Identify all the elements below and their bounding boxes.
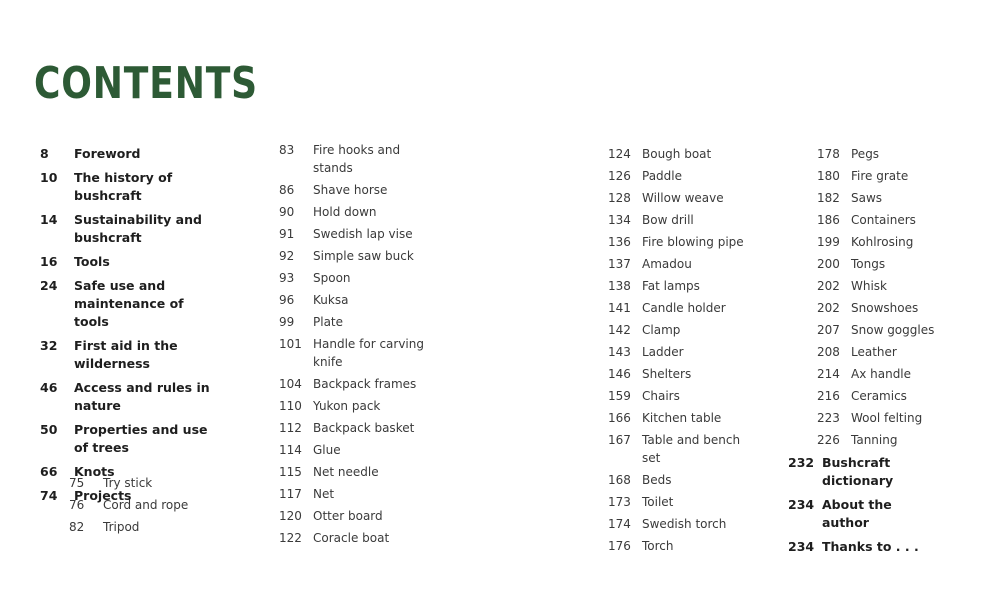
- toc-page-number: 128: [608, 191, 631, 205]
- toc-page-number: 234: [788, 497, 815, 512]
- toc-entry: [279, 181, 433, 199]
- toc-entry-title: Safe use and maintenance of tools: [74, 278, 184, 329]
- toc-entry: [608, 365, 762, 383]
- toc-entry-title: Leather: [851, 345, 897, 359]
- toc-entry: [817, 365, 971, 383]
- toc-entry-title: Torch: [642, 539, 674, 553]
- toc-entry-title: Saws: [851, 191, 883, 205]
- toc-page-number: 82: [69, 520, 85, 534]
- toc-page-number: 182: [817, 191, 840, 205]
- toc-entry: [608, 277, 762, 295]
- toc-page-number: 46: [40, 380, 58, 395]
- toc-entry: [279, 203, 433, 221]
- toc-entry-title: Cord and rope: [103, 498, 189, 512]
- toc-page-number: 142: [608, 323, 631, 337]
- toc-entry: [788, 454, 942, 490]
- toc-page-number: 207: [817, 323, 840, 337]
- toc-entry: [279, 441, 433, 459]
- toc-entry-title: Fat lamps: [642, 279, 700, 293]
- toc-entry-title: Plate: [313, 315, 344, 329]
- toc-page-number: 208: [817, 345, 840, 359]
- toc-entry: [279, 463, 433, 481]
- toc-page-number: 134: [608, 213, 631, 227]
- toc-entry-title: Hold down: [313, 205, 377, 219]
- toc-column-4-main: [788, 454, 942, 562]
- toc-entry-title: Tools: [74, 254, 110, 269]
- toc-page-number: 76: [69, 498, 85, 512]
- toc-entry: [608, 189, 762, 207]
- toc-entry-title: Amadou: [642, 257, 692, 271]
- toc-page-number: 167: [608, 433, 631, 447]
- toc-entry-title: Fire grate: [851, 169, 909, 183]
- toc-page-number: 141: [608, 301, 631, 315]
- toc-entry: [279, 335, 433, 371]
- toc-entry-title: Otter board: [313, 509, 383, 523]
- toc-page-number: 137: [608, 257, 631, 271]
- toc-page-number: 83: [279, 143, 295, 157]
- toc-page-number: 120: [279, 509, 302, 523]
- toc-page-number: 176: [608, 539, 631, 553]
- toc-entry-title: Snow goggles: [851, 323, 935, 337]
- toc-entry: [279, 529, 433, 547]
- toc-entry-title: Backpack basket: [313, 421, 415, 435]
- toc-entry-title: Tripod: [103, 520, 140, 534]
- toc-entry: [817, 343, 971, 361]
- toc-entry: [608, 233, 762, 251]
- toc-entry: [817, 189, 971, 207]
- toc-entry: [279, 397, 433, 415]
- toc-entry: [279, 269, 433, 287]
- toc-entry-title: Kohlrosing: [851, 235, 914, 249]
- toc-column-4: [817, 145, 971, 453]
- toc-entry: [279, 141, 433, 177]
- toc-entry-title: Toilet: [642, 495, 674, 509]
- toc-page-number: 126: [608, 169, 631, 183]
- toc-entry-title: Wool felting: [851, 411, 923, 425]
- toc-page-number: 180: [817, 169, 840, 183]
- toc-entry: [608, 471, 762, 489]
- toc-page-number: 112: [279, 421, 302, 435]
- toc-entry: [817, 255, 971, 273]
- toc-entry-title: Table and bench set: [642, 433, 741, 465]
- toc-entry: [817, 233, 971, 251]
- toc-entry: [817, 321, 971, 339]
- toc-entry: [608, 387, 762, 405]
- toc-page-number: 124: [608, 147, 631, 161]
- toc-entry: [817, 431, 971, 449]
- toc-page-number: 202: [817, 301, 840, 315]
- toc-entry-title: Net: [313, 487, 335, 501]
- toc-page-number: 74: [40, 488, 58, 503]
- toc-entry-title: Candle holder: [642, 301, 726, 315]
- toc-entry: [608, 255, 762, 273]
- toc-page-number: 174: [608, 517, 631, 531]
- toc-page-number: 232: [788, 455, 815, 470]
- toc-entry-title: About the author: [822, 497, 892, 530]
- toc-page-number: 122: [279, 531, 302, 545]
- toc-page-number: 75: [69, 476, 85, 490]
- toc-entry-title: Properties and use of trees: [74, 422, 208, 455]
- toc-entry-title: Bough boat: [642, 147, 712, 161]
- toc-entry: [40, 145, 214, 163]
- toc-page-number: 96: [279, 293, 295, 307]
- toc-entry-title: Chairs: [642, 389, 680, 403]
- toc-entry-title: Coracle boat: [313, 531, 390, 545]
- toc-entry-title: Access and rules in nature: [74, 380, 210, 413]
- toc-entry: [40, 211, 214, 247]
- toc-entry: [608, 343, 762, 361]
- toc-entry: [608, 145, 762, 163]
- toc-entry: [817, 145, 971, 163]
- toc-page-number: 173: [608, 495, 631, 509]
- toc-page-number: 216: [817, 389, 840, 403]
- toc-entry: [279, 485, 433, 503]
- toc-column-2: [279, 141, 433, 551]
- toc-page-number: 92: [279, 249, 295, 263]
- toc-page-number: 146: [608, 367, 631, 381]
- toc-page-number: 226: [817, 433, 840, 447]
- toc-entry-title: Willow weave: [642, 191, 724, 205]
- toc-entry-title: Containers: [851, 213, 916, 227]
- toc-entry: [788, 496, 942, 532]
- toc-entry-title: Bow drill: [642, 213, 694, 227]
- toc-entry: [608, 211, 762, 229]
- toc-entry: [608, 299, 762, 317]
- toc-entry-title: Spoon: [313, 271, 351, 285]
- toc-entry: [608, 409, 762, 427]
- toc-page-number: 110: [279, 399, 302, 413]
- toc-entry: [279, 225, 433, 243]
- toc-page-number: 91: [279, 227, 295, 241]
- toc-entry-title: Kuksa: [313, 293, 349, 307]
- toc-column-3: [608, 145, 762, 559]
- toc-entry-title: Handle for carving knife: [313, 337, 424, 369]
- toc-entry-title: Paddle: [642, 169, 683, 183]
- toc-entry: [608, 493, 762, 511]
- toc-entry: [817, 299, 971, 317]
- toc-entry: [40, 474, 188, 492]
- toc-entry: [817, 277, 971, 295]
- toc-page-number: 93: [279, 271, 295, 285]
- toc-entry-title: Whisk: [851, 279, 888, 293]
- toc-entry-title: Projects: [74, 488, 132, 503]
- toc-entry-title: Tongs: [851, 257, 886, 271]
- toc-entry-title: Glue: [313, 443, 341, 457]
- toc-entry: [608, 537, 762, 555]
- toc-entry-title: Ceramics: [851, 389, 907, 403]
- toc-entry: [40, 496, 188, 514]
- toc-entry-title: First aid in the wilderness: [74, 338, 178, 371]
- toc-entry: [817, 167, 971, 185]
- toc-page-number: 143: [608, 345, 631, 359]
- toc-page-number: 117: [279, 487, 302, 501]
- toc-entry-title: Foreword: [74, 146, 141, 161]
- toc-page-number: 234: [788, 539, 815, 554]
- toc-page-number: 202: [817, 279, 840, 293]
- toc-column-1: [40, 145, 214, 511]
- toc-entry: [817, 409, 971, 427]
- toc-page-number: 16: [40, 254, 58, 269]
- toc-entry-title: Swedish lap vise: [313, 227, 413, 241]
- toc-entry-title: Knots: [74, 464, 115, 479]
- toc-entry-title: Shave horse: [313, 183, 388, 197]
- toc-page-number: 200: [817, 257, 840, 271]
- toc-entry-title: Thanks to . . .: [822, 539, 919, 554]
- toc-page-number: 10: [40, 170, 58, 185]
- toc-entry: [40, 277, 214, 331]
- toc-page-number: 86: [279, 183, 295, 197]
- toc-page-number: 101: [279, 337, 302, 351]
- toc-entry-title: Backpack frames: [313, 377, 417, 391]
- toc-entry: [788, 538, 942, 556]
- toc-entry-title: Swedish torch: [642, 517, 727, 531]
- toc-entry-title: Pegs: [851, 147, 880, 161]
- toc-entry-title: The history of bushcraft: [74, 170, 173, 203]
- toc-entry: [40, 379, 214, 415]
- toc-entry-title: Ladder: [642, 345, 684, 359]
- toc-page-number: 115: [279, 465, 302, 479]
- toc-entry: [608, 167, 762, 185]
- page-title: CONTENTS: [34, 58, 258, 109]
- toc-page-number: 168: [608, 473, 631, 487]
- toc-entry: [40, 169, 214, 205]
- toc-entry: [40, 421, 214, 457]
- toc-page-number: 159: [608, 389, 631, 403]
- toc-entry: [817, 211, 971, 229]
- toc-page-number: 178: [817, 147, 840, 161]
- toc-entry: [608, 431, 762, 467]
- toc-entry-title: Bushcraft dictionary: [822, 455, 894, 488]
- toc-entry-title: Kitchen table: [642, 411, 722, 425]
- toc-page-number: 166: [608, 411, 631, 425]
- toc-page-number: 186: [817, 213, 840, 227]
- toc-entry: [40, 253, 214, 271]
- toc-entry: [279, 313, 433, 331]
- toc-page-number: 8: [40, 146, 49, 161]
- toc-entry-title: Beds: [642, 473, 672, 487]
- toc-page-number: 99: [279, 315, 295, 329]
- toc-entry: [279, 419, 433, 437]
- toc-entry: [40, 337, 214, 373]
- toc-entry: [279, 247, 433, 265]
- toc-page-number: 104: [279, 377, 302, 391]
- toc-page-number: 138: [608, 279, 631, 293]
- toc-entry: [279, 507, 433, 525]
- toc-page-number: 136: [608, 235, 631, 249]
- toc-page-number: 114: [279, 443, 302, 457]
- toc-page-number: 199: [817, 235, 840, 249]
- toc-entry-title: Clamp: [642, 323, 681, 337]
- toc-entry-title: Fire hooks and stands: [313, 143, 401, 175]
- toc-entry-title: Try stick: [103, 476, 153, 490]
- toc-page-number: 50: [40, 422, 58, 437]
- toc-page-number: 14: [40, 212, 58, 227]
- toc-entry-title: Shelters: [642, 367, 692, 381]
- toc-page-number: 214: [817, 367, 840, 381]
- toc-page-number: 66: [40, 464, 58, 479]
- toc-entry: [279, 375, 433, 393]
- toc-entry-title: Net needle: [313, 465, 379, 479]
- toc-entry: [40, 518, 188, 536]
- toc-entry-title: Snowshoes: [851, 301, 919, 315]
- toc-page-number: 24: [40, 278, 58, 293]
- toc-column-1-subitems: [40, 474, 188, 540]
- toc-entry-title: Sustainability and bushcraft: [74, 212, 202, 245]
- toc-page-number: 90: [279, 205, 295, 219]
- toc-entry: [608, 515, 762, 533]
- toc-page-number: 32: [40, 338, 58, 353]
- toc-page-number: 223: [817, 411, 840, 425]
- toc-entry: [817, 387, 971, 405]
- toc-entry-title: Simple saw buck: [313, 249, 414, 263]
- toc-entry-title: Fire blowing pipe: [642, 235, 744, 249]
- toc-entry-title: Tanning: [851, 433, 898, 447]
- toc-entry-title: Yukon pack: [313, 399, 381, 413]
- toc-entry: [608, 321, 762, 339]
- toc-entry: [279, 291, 433, 309]
- toc-entry-title: Ax handle: [851, 367, 912, 381]
